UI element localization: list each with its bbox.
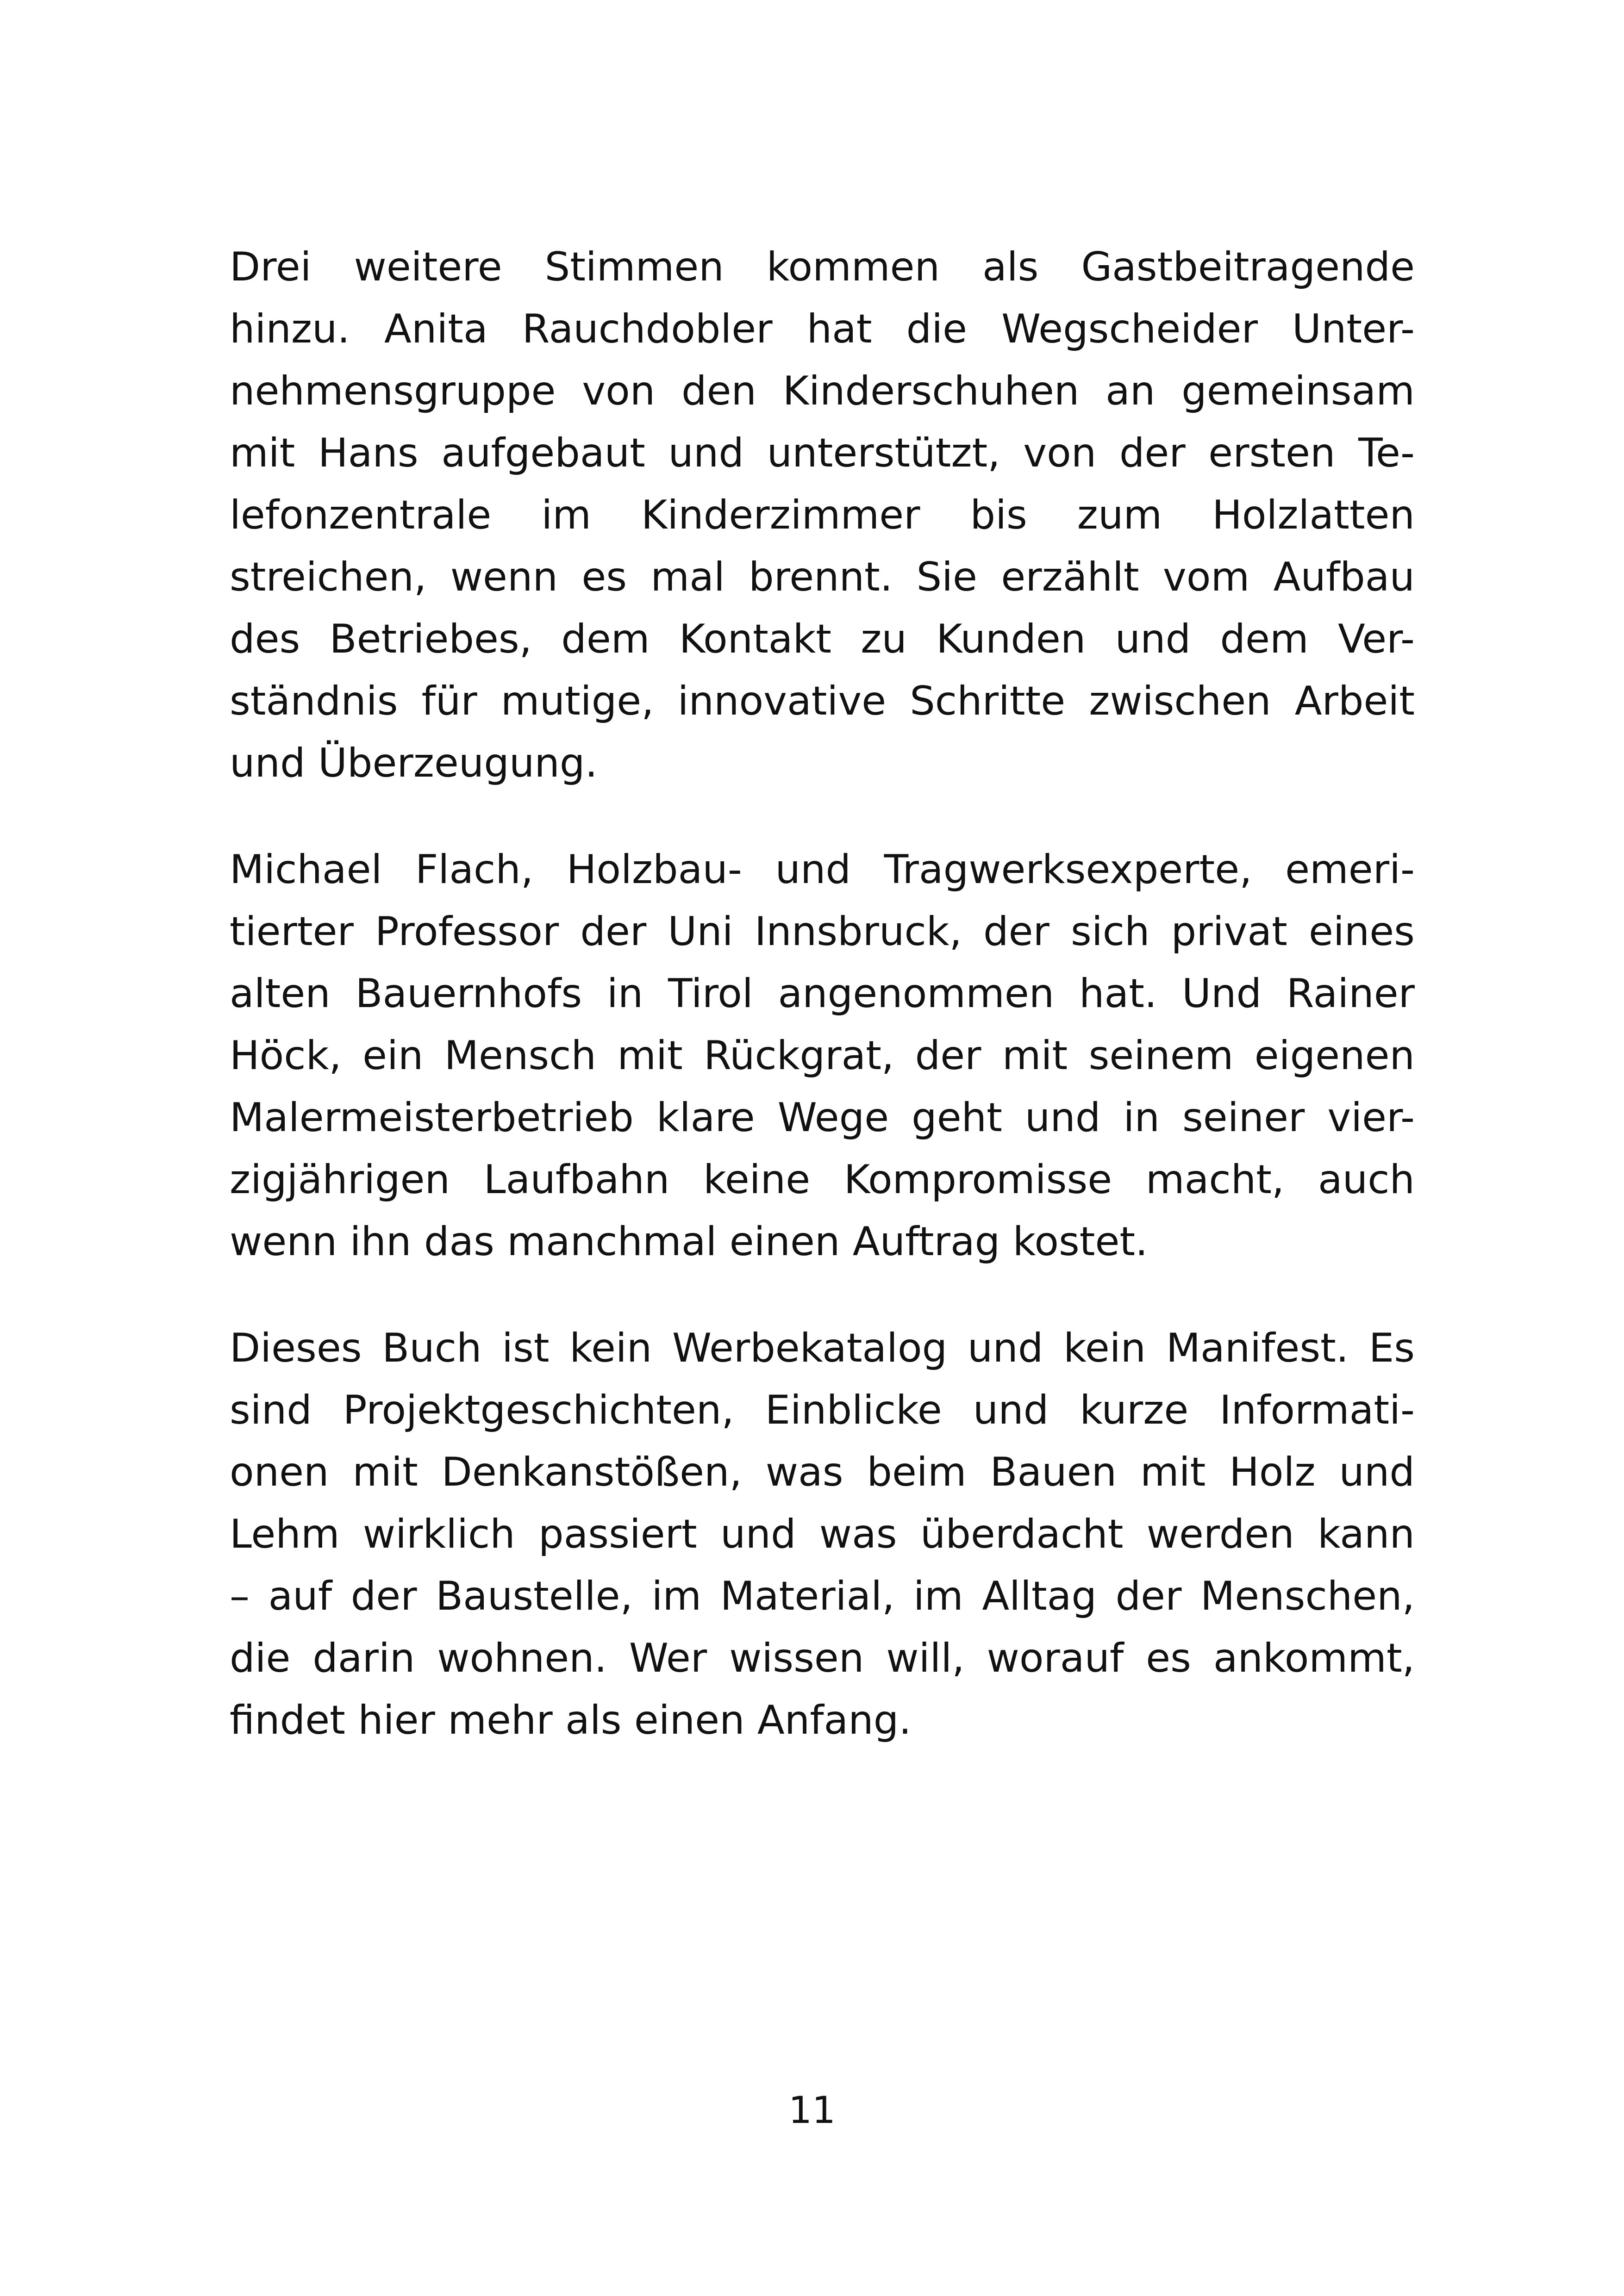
text-line: onen mit Denkanstößen, was beim Bauen mit Holz und — [230, 1449, 1415, 1495]
text-line: zigjährigen Laufbahn keine Kompromisse macht, auch — [230, 1157, 1415, 1203]
body-text — [230, 236, 1415, 1796]
text-line: findet hier mehr als einen Anfang. — [230, 1697, 912, 1743]
text-line: nehmensgruppe von den Kinderschuhen an gemeinsam — [230, 368, 1415, 414]
paragraph-guest-contributors — [230, 236, 1415, 794]
text-line: Drei weitere Stimmen kommen als Gastbeitragende — [230, 244, 1415, 290]
text-line: alten Bauernhofs in Tirol angenommen hat. Und Rainer — [230, 971, 1415, 1017]
text-line: Lehm wirklich passiert und was überdacht werden kann — [230, 1511, 1415, 1557]
text-line: Malermeisterbetrieb klare Wege geht und in seiner vier- — [230, 1095, 1415, 1141]
text-line: die darin wohnen. Wer wissen will, worauf es ankommt, — [230, 1635, 1415, 1681]
text-line: tierter Professor der Uni Innsbruck, der sich privat eines — [230, 908, 1415, 955]
text-line: – auf der Baustelle, im Material, im Alltag der Menschen, — [230, 1573, 1415, 1619]
text-line: mit Hans aufgebaut und unterstützt, von der ersten Te- — [230, 430, 1415, 476]
text-line: Höck, ein Mensch mit Rückgrat, der mit seinem eigenen — [230, 1033, 1415, 1079]
text-line: lefonzentrale im Kinderzimmer bis zum Holzlatten — [230, 492, 1415, 538]
text-line: des Betriebes, dem Kontakt zu Kunden und dem Ver- — [230, 616, 1415, 662]
text-line: sind Projektgeschichten, Einblicke und kurze Informati- — [230, 1387, 1415, 1433]
paragraph-book-purpose — [230, 1317, 1415, 1751]
text-line: streichen, wenn es mal brennt. Sie erzählt vom Aufbau — [230, 554, 1415, 600]
text-line: hinzu. Anita Rauchdobler hat die Wegscheider Unter- — [230, 306, 1415, 352]
text-line: Dieses Buch ist kein Werbekatalog und kein Manifest. Es — [230, 1325, 1415, 1371]
paragraph-flach-hoeck — [230, 839, 1415, 1273]
text-line: Michael Flach, Holzbau- und Tragwerksexperte, emeri- — [230, 846, 1415, 893]
text-line: und Überzeugung. — [230, 740, 598, 786]
text-line: ständnis für mutige, innovative Schritte zwischen Arbeit — [230, 678, 1415, 724]
text-line: wenn ihn das manchmal einen Auftrag kostet. — [230, 1219, 1148, 1265]
page-number: 11 — [788, 2089, 836, 2132]
